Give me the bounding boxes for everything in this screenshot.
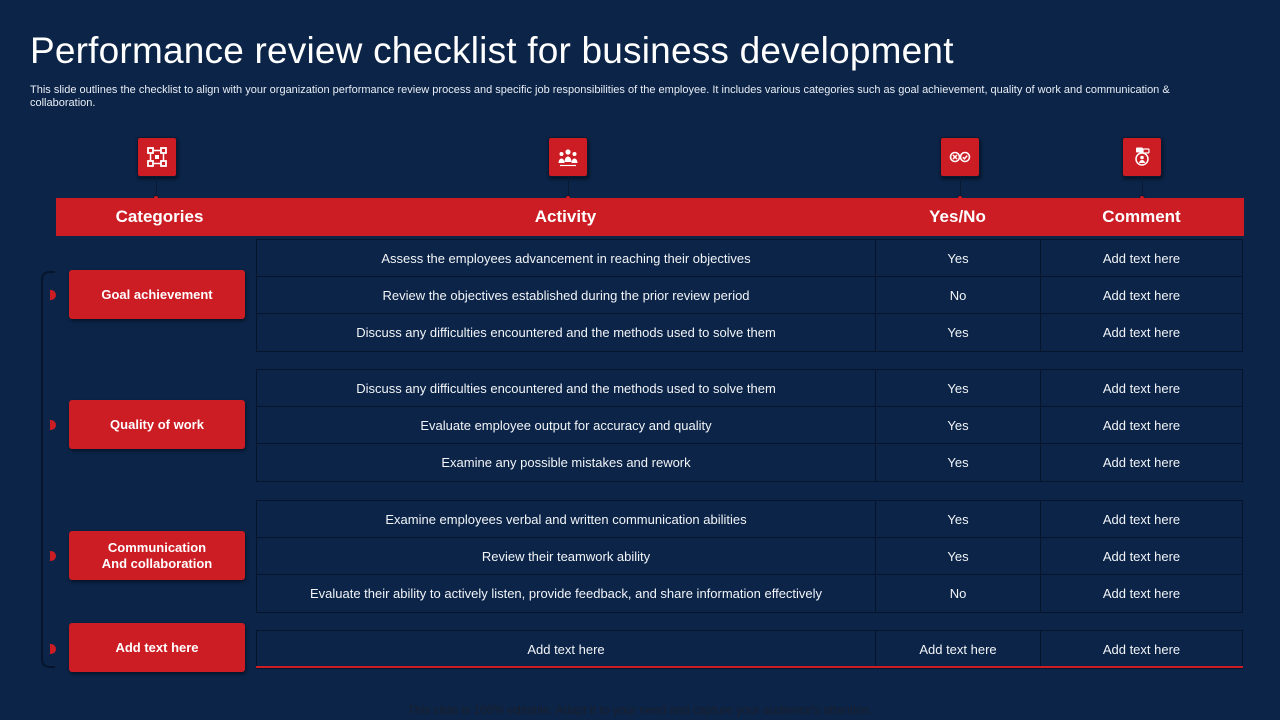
activity-cell: Discuss any difficulties encountered and the methods used to solve them <box>257 314 876 351</box>
group-table <box>256 239 1243 352</box>
header-yes-no: Yes/No <box>929 207 986 226</box>
page-title: Performance review checklist for business development <box>30 30 954 71</box>
table-row <box>257 444 1242 481</box>
table-row <box>257 370 1242 407</box>
yes-no-cell: Yes <box>876 407 1041 443</box>
team-icon <box>548 137 588 177</box>
header-comment: Comment <box>1102 207 1181 226</box>
table-row <box>257 407 1242 444</box>
group-table <box>256 369 1243 482</box>
table-row <box>257 575 1242 612</box>
network-icon <box>137 137 177 177</box>
table-row <box>257 240 1242 277</box>
table-row <box>257 277 1242 314</box>
activity-cell: Assess the employees advancement in reaching their objectives <box>257 240 876 276</box>
table-row <box>257 538 1242 575</box>
table-row <box>257 631 1242 668</box>
activity-cell: Discuss any difficulties encountered and the methods used to solve them <box>257 370 876 406</box>
page-subtitle: This slide outlines the checklist to align with your organization performance review process and specific job responsibilities of the employee. It includes various categories such as goal achievement, quality of work and communication & collaboration. <box>30 84 1170 109</box>
activity-cell: Evaluate their ability to actively listen, provide feedback, and share information effectively <box>257 575 876 612</box>
table-row <box>257 314 1242 351</box>
comment-cell: Add text here <box>1102 380 1181 396</box>
yes-no-cell: Yes <box>876 538 1041 574</box>
category-bracket <box>41 271 55 668</box>
table-bottom-line <box>256 666 1243 668</box>
group-table <box>256 630 1243 669</box>
comment-cell: Add text here <box>1102 511 1181 527</box>
category-quality-of-work: Quality of work <box>69 400 245 449</box>
comment-cell: Add text here <box>1102 642 1181 657</box>
yes-no-cell: Yes <box>876 370 1041 406</box>
yes-no-cell: Yes <box>876 240 1041 276</box>
table-row <box>257 501 1242 538</box>
yes-no-cell: No <box>876 277 1041 313</box>
yes-no-cell: Add text here <box>876 631 1041 668</box>
yes-no-cell: Yes <box>876 444 1041 481</box>
activity-cell: Review the objectives established during the prior review period <box>257 277 876 313</box>
activity-cell: Review their teamwork ability <box>257 538 876 574</box>
feedback-icon <box>1122 137 1162 177</box>
comment-cell: Add text here <box>1102 586 1181 601</box>
comment-cell: Add text here <box>1102 325 1181 340</box>
footer-note: This slide is 100% editable. Adapt it to your need and capture your audience's attention. <box>407 703 873 717</box>
category-goal-achievement: Goal achievement <box>69 270 245 319</box>
yes-no-cell: No <box>876 575 1041 612</box>
yes-no-cell: Yes <box>876 314 1041 351</box>
header-categories: Categories <box>115 207 204 226</box>
comment-cell: Add text here <box>1102 287 1181 303</box>
activity-cell: Examine employees verbal and written communication abilities <box>257 501 876 537</box>
group-table <box>256 500 1243 613</box>
category-communication: Communication And collaboration <box>69 531 245 580</box>
comment-cell: Add text here <box>1102 417 1181 433</box>
comment-cell: Add text here <box>1102 250 1181 266</box>
yes-no-cell: Yes <box>876 501 1041 537</box>
activity-cell: Evaluate employee output for accuracy and quality <box>257 407 876 443</box>
comment-cell: Add text here <box>1102 548 1181 564</box>
activity-cell: Examine any possible mistakes and rework <box>257 444 876 481</box>
comment-cell: Add text here <box>1102 455 1181 470</box>
activity-cell: Add text here <box>257 631 876 668</box>
category-add-text: Add text here <box>69 623 245 672</box>
table-header <box>56 198 1244 236</box>
header-activity: Activity <box>534 207 597 226</box>
yes-no-icon <box>940 137 980 177</box>
